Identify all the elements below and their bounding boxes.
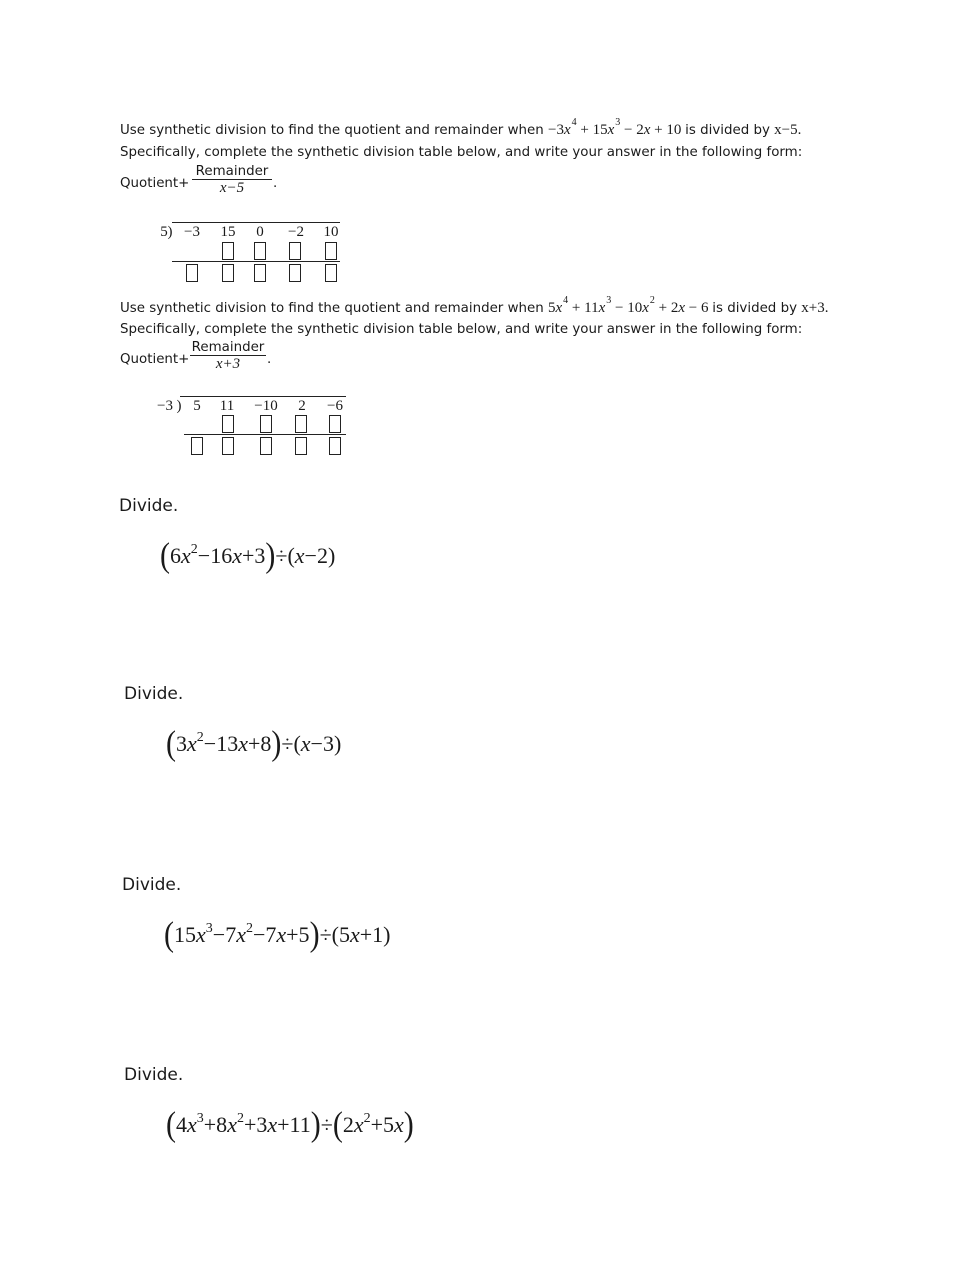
problem2-divisor: x+3. xyxy=(801,300,829,316)
sd1-result-input[interactable] xyxy=(325,264,337,282)
problem2-fraction xyxy=(190,340,266,373)
sd1-middle-input[interactable] xyxy=(325,242,337,260)
sd2-coef: −6 xyxy=(327,398,343,414)
problem2-answer-form: Quotient+ xyxy=(120,352,190,367)
quotient-label: Quotient xyxy=(120,176,179,191)
problem1-divisor-text: is divided by xyxy=(685,123,770,138)
sd1-result-input[interactable] xyxy=(254,264,266,282)
problem2-dividend: $5x^4 + 11x^3 - 10x^2 + 2x - 6$ xyxy=(548,295,709,316)
sd1-root: 5 xyxy=(160,224,168,240)
sd2-coef: 2 xyxy=(298,398,306,414)
sd1-middle-input[interactable] xyxy=(254,242,266,260)
sd1-coef: 15 xyxy=(220,224,236,240)
sd1-result-input[interactable] xyxy=(289,264,301,282)
problem2-statement xyxy=(120,295,829,318)
sd2-result-input[interactable] xyxy=(191,437,203,455)
sd2-middle-input[interactable] xyxy=(222,415,234,433)
sd1-coef: 0 xyxy=(256,224,264,240)
sd2-coef: 5 xyxy=(193,398,201,414)
sd1-middle-input[interactable] xyxy=(222,242,234,260)
divide-expression-1: $(6x^2-16x+3)\div(x-2)$ xyxy=(160,536,336,575)
divide-expression-4: $(4x^3+8x^2+3x+11)\div(2x^2+5x)$ xyxy=(166,1105,414,1144)
problem1-answer-form: Quotient+ xyxy=(120,176,190,191)
divide-label: Divide. xyxy=(122,875,182,895)
problem1-divisor: x−5. xyxy=(774,122,802,138)
sd1-result-input[interactable] xyxy=(222,264,234,282)
sd1-result-input[interactable] xyxy=(186,264,198,282)
problem2-denominator: x+3 xyxy=(215,356,241,372)
sd1-middle-input[interactable] xyxy=(289,242,301,260)
sd1-coef: −3 xyxy=(184,224,200,240)
problem1-dividend: $-3x^4 + 15x^3 - 2x + 10$ xyxy=(548,117,682,138)
problem2-instructions: Specifically, complete the synthetic division table below, and write your answer in the following form: xyxy=(120,322,803,337)
problem2-intro: Use synthetic division to find the quotient and remainder when xyxy=(120,301,544,316)
problem1-fraction xyxy=(192,164,272,197)
sd1-coef: −2 xyxy=(288,224,304,240)
divide-expression-3: $(15x^3-7x^2-7x+5)\div(5x+1)$ xyxy=(164,915,391,954)
remainder-label: Remainder xyxy=(191,340,265,355)
sd2-result-input[interactable] xyxy=(222,437,234,455)
divide-label: Divide. xyxy=(124,684,184,704)
problem1-statement xyxy=(120,117,802,140)
problem2-divisor-text: is divided by xyxy=(712,301,797,316)
sd2-result-input[interactable] xyxy=(295,437,307,455)
sd2-coef: −10 xyxy=(254,398,278,414)
quotient-label: Quotient xyxy=(120,352,179,367)
divide-label: Divide. xyxy=(119,496,179,516)
problem1-instructions: Specifically, complete the synthetic division table below, and write your answer in the following form: xyxy=(120,145,803,160)
sd2-middle-input[interactable] xyxy=(329,415,341,433)
sd2-result-input[interactable] xyxy=(329,437,341,455)
problem1-intro: Use synthetic division to find the quotient and remainder when xyxy=(120,123,544,138)
sd1-coef: 10 xyxy=(323,224,339,240)
sd2-result-input[interactable] xyxy=(260,437,272,455)
sd2-root: −3 xyxy=(157,398,173,414)
problem1-denominator: x−5 xyxy=(219,180,245,196)
divide-expression-2: $(3x^2-13x+8)\div(x-3)$ xyxy=(166,724,342,763)
sd2-middle-input[interactable] xyxy=(295,415,307,433)
sd2-middle-input[interactable] xyxy=(260,415,272,433)
sd2-coef: 11 xyxy=(219,398,235,414)
divide-label: Divide. xyxy=(124,1065,184,1085)
remainder-label: Remainder xyxy=(195,164,269,179)
